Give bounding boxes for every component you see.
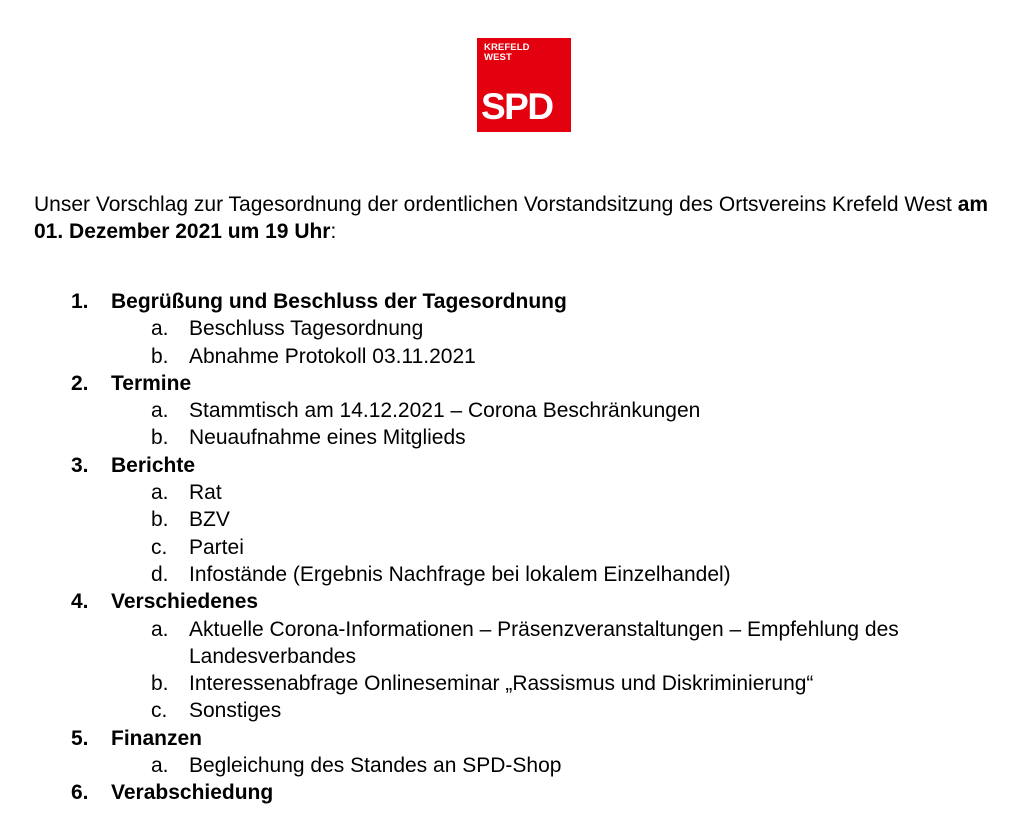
logo-org-line-1: KREFELD <box>484 42 530 53</box>
agenda-subitem-letter: b. <box>151 426 169 450</box>
agenda-list <box>0 288 1024 807</box>
agenda-item <box>0 452 1024 479</box>
intro-text: Unser Vorschlag zur Tagesordnung der ordentlichen Vorstandsitzung des Ortsvereins Krefeld West <box>34 193 958 216</box>
agenda-subitem-letter: b. <box>151 344 169 368</box>
spd-logo <box>477 38 571 132</box>
agenda-subitem-text: Interessenabfrage Onlineseminar „Rassismus und Diskriminierung“ <box>189 672 814 696</box>
agenda-item-number: 3. <box>71 453 89 477</box>
agenda-subitem-text: Begleichung des Standes an SPD-Shop <box>189 754 562 778</box>
agenda-subitem-text: Abnahme Protokoll 03.11.2021 <box>189 344 476 368</box>
agenda-item-number: 6. <box>71 781 89 805</box>
agenda-subitem-text: Stammtisch am 14.12.2021 – Corona Beschränkungen <box>189 399 701 423</box>
agenda-subitem <box>0 506 1024 533</box>
agenda-subitem-letter: a. <box>151 617 169 641</box>
agenda-item-title: Termine <box>111 371 192 395</box>
agenda-item-number: 4. <box>71 590 89 614</box>
agenda-item-title: Verschiedenes <box>111 590 259 614</box>
agenda-subitem-letter: b. <box>151 672 169 696</box>
agenda-subitem <box>0 697 1024 724</box>
agenda-subitem-letter: a. <box>151 754 169 778</box>
agenda-subitem <box>0 315 1024 342</box>
agenda-subitem <box>0 479 1024 506</box>
agenda-subitem-text: Aktuelle Corona-Informationen – Präsenzveranstaltungen – Empfehlung des Landesverbandes <box>189 617 899 668</box>
logo-party-name: SPD <box>481 86 553 127</box>
intro-colon: : <box>330 220 337 243</box>
agenda-item <box>0 588 1024 615</box>
intro-paragraph <box>34 191 994 245</box>
agenda-item <box>0 370 1024 397</box>
agenda-item-number: 2. <box>71 371 89 395</box>
agenda-subitem-text: BZV <box>189 508 230 532</box>
agenda-subitem-letter: a. <box>151 481 169 505</box>
agenda-subitem-text: Neuaufnahme eines Mitglieds <box>189 426 466 450</box>
agenda-subitem-text: Infostände (Ergebnis Nachfrage bei lokalem Einzelhandel) <box>189 562 731 586</box>
agenda-subitem-letter: c. <box>151 535 168 559</box>
agenda-subitem <box>0 534 1024 561</box>
agenda-subitem-text: Partei <box>189 535 244 559</box>
agenda-subitem-letter: c. <box>151 699 168 723</box>
agenda-subitem-letter: a. <box>151 317 169 341</box>
agenda-item-title: Finanzen <box>111 726 203 750</box>
agenda-subitem <box>0 561 1024 588</box>
agenda-subitem-letter: a. <box>151 399 169 423</box>
agenda-item-title: Verabschiedung <box>111 781 274 805</box>
agenda-subitem <box>0 397 1024 424</box>
logo-org-line-2: WEST <box>484 52 512 63</box>
agenda-subitem <box>0 343 1024 370</box>
agenda-item-title: Begrüßung und Beschluss der Tagesordnung <box>111 290 567 313</box>
agenda-subitem-letter: d. <box>151 562 169 586</box>
agenda-subitem-text: Sonstiges <box>189 699 282 723</box>
agenda-item <box>0 288 1024 315</box>
agenda-subitem <box>0 670 1024 697</box>
agenda-subitem <box>0 616 1024 671</box>
agenda-subitem <box>0 424 1024 451</box>
agenda-subitem-text: Rat <box>189 481 222 505</box>
agenda-item-number: 1. <box>71 290 89 313</box>
agenda-item <box>0 725 1024 752</box>
agenda-item <box>0 779 1024 806</box>
meeting-date: am 01. Dezember 2021 um 19 Uhr <box>34 193 989 243</box>
agenda-subitem-text: Beschluss Tagesordnung <box>189 317 424 341</box>
logo-org-name <box>484 43 530 63</box>
agenda-subitem-letter: b. <box>151 508 169 532</box>
agenda-item-title: Berichte <box>111 453 196 477</box>
agenda-item-number: 5. <box>71 726 89 750</box>
agenda-subitem <box>0 752 1024 779</box>
